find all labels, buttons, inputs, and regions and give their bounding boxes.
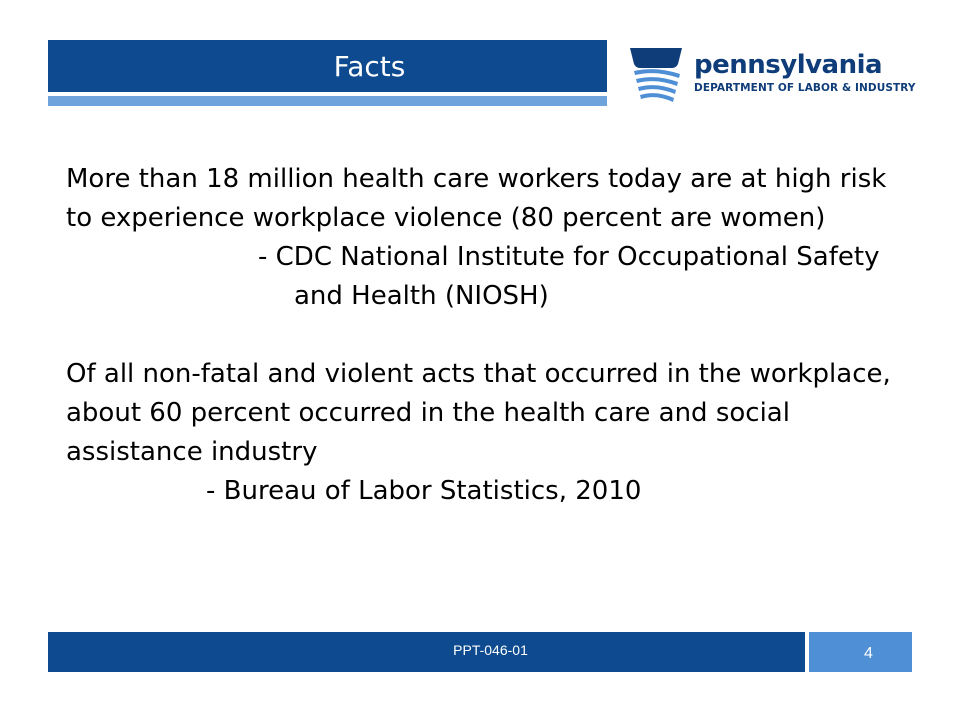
fact-1-text: More than 18 million health care workers today are at high risk to experience workplace violence (80 percent are women) — [66, 164, 887, 233]
title-underline — [48, 96, 607, 106]
pa-logo — [624, 44, 924, 108]
footer-bar — [48, 632, 805, 672]
footer — [48, 632, 912, 672]
slide-title: Facts — [333, 49, 406, 83]
presentation-code: PPT-046-01 — [453, 642, 528, 658]
keystone-icon — [624, 44, 688, 108]
title-bar — [48, 40, 607, 92]
logo-subtitle: DEPARTMENT OF LABOR & INDUSTRY — [694, 82, 916, 94]
slide-content — [66, 160, 916, 511]
page-number-box — [809, 632, 912, 672]
logo-name: pennsylvania — [694, 50, 883, 80]
fact-2-source: - Bureau of Labor Statistics, 2010 — [206, 476, 642, 506]
fact-1-source: - CDC National Institute for Occupational Safety and Health (NIOSH) — [258, 242, 880, 311]
fact-2-text: Of all non-fatal and violent acts that occurred in the workplace, about 60 percent occurred in the health care and social assistance industry — [66, 359, 891, 467]
page-number: 4 — [864, 645, 873, 662]
